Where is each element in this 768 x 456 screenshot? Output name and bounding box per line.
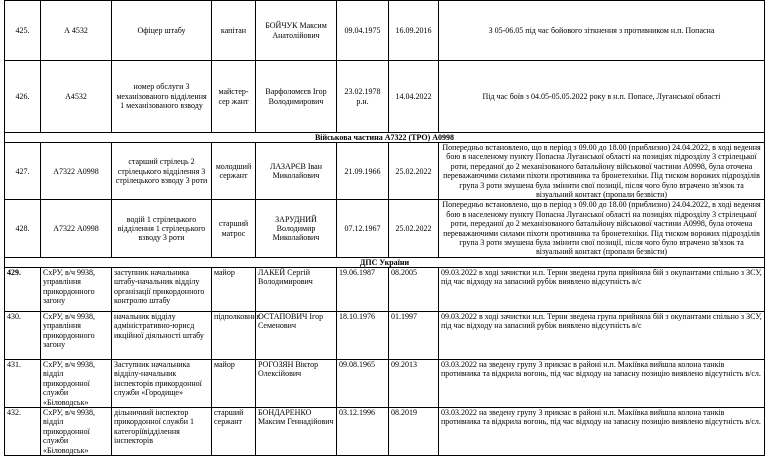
name-cell: Варфоломєєв Ігор Володимирович xyxy=(256,61,337,133)
note-cell: 09.03.2022 в ході зачистки н.п. Терни зведена група прийняла бій з окупантами спільно з ЗСУ, під час відходу на запасний рубіж виявлено відсутність в/с xyxy=(439,311,765,359)
row-number: 426. xyxy=(5,61,41,133)
birth-date-cell: 23.02.1978 р.н. xyxy=(337,61,389,133)
note-cell: Попередньо встановлено, що в період з 09.00 до 18.00 (приблизно) 24.04.2022, в ході ведення бою в населеному пункту Попасна Луганської області на позиціях підрозділу 3 стрілецької роти, переданої до 2 механізованого батальйону військової частини А0998, була оточена переважаючими силами піхоти противника та бронетехніки. Під тиском ворожих підрозділів група 3 роти змушена була змінити свої позиції, після чого було втрачено зв'язок та візуальний контакт (пропали безвісти) xyxy=(439,143,765,200)
row-number: 430. xyxy=(5,311,41,359)
table-row xyxy=(5,267,765,311)
rank-cell: підполковник xyxy=(212,311,256,359)
rank-cell: старший матрос xyxy=(212,200,256,257)
name-cell: БОНДАРЕНКО Максим Геннадійович xyxy=(256,407,337,455)
unit-cell: СхРУ, в/ч 9938, управління прикордонного загону xyxy=(41,311,112,359)
birth-date-cell: 18.10.1976 xyxy=(337,311,389,359)
name-cell: ЗАРУДНИЙ Володимир Миколайович xyxy=(256,200,337,257)
name-cell: ЛАЗАРЄВ Іван Миколайович xyxy=(256,143,337,200)
birth-date-cell: 09.08.1965 xyxy=(337,359,389,407)
unit-cell: СхРУ, в/ч 9938, відділ прикордонної служби «Біловодськ» xyxy=(41,359,112,407)
table-row xyxy=(5,1,765,61)
section-title: Військова частина А7322 (ТРО) А0998 xyxy=(5,133,765,143)
rank-cell: майор xyxy=(212,267,256,311)
position-cell: начальник відділу адміністративно-юрисд икційної діяльності штабу xyxy=(112,311,212,359)
rank-cell: капітан xyxy=(212,1,256,61)
service-date-cell: 14.04.2022 xyxy=(389,61,439,133)
position-cell: водій 1 стрілецького відділення 1 стрілецького взводу 3 роти xyxy=(112,200,212,257)
position-cell: Офіцер штабу xyxy=(112,1,212,61)
unit-cell: А 4532 xyxy=(41,1,112,61)
position-cell: дільничний інспектор прикордонної служби 1 категоріївідділення інспекторів xyxy=(112,407,212,455)
position-cell: заступник начальника штабу-начальник відділу організації прикордонного контролю штабу xyxy=(112,267,212,311)
table-row xyxy=(5,200,765,257)
row-number: 429. xyxy=(5,267,41,311)
name-cell: РОГОЗЯН Віктор Олексійович xyxy=(256,359,337,407)
unit-cell: А7322 А0998 xyxy=(41,200,112,257)
casualty-table xyxy=(4,0,765,456)
rank-cell: старший сержант xyxy=(212,407,256,455)
note-cell: Попередньо встановлено, що в період з 09.00 до 18.00 (приблизно) 24.04.2022, в ході ведення бою в населеному пункту Попасна Луганської області на позиціях підрозділу 3 стрілецької роти, переданої до 2 механізованого батальйону військової частини А0998, була оточена переважаючими силами піхоти противника та бронетехніки. Під тиском ворожих підрозділів група 3 роти змушена була змінити свої позиції, після чого було втрачено зв'язок та візуальний контакт (пропали безвісти) xyxy=(439,200,765,257)
position-cell: старший стрілець 2 стрілецького відділення 3 стрілецького взводу 3 роти xyxy=(112,143,212,200)
service-date-cell: 08.2019 xyxy=(389,407,439,455)
name-cell: БОЙЧУК Максим Анатолійович xyxy=(256,1,337,61)
note-cell: 03.03.2022 на зведену групу 3 прикзас в районі н.п. Макіївка вийшла колона танків противника та відкрила вогонь, під час відходу на запасну позицію виявлено відсутність в/сл. xyxy=(439,359,765,407)
section-header-row xyxy=(5,257,765,267)
name-cell: ОСТАПОВИЧ Ігор Семенович xyxy=(256,311,337,359)
unit-cell: СхРУ, в/ч 9938, управління прикордонного загону xyxy=(41,267,112,311)
row-number: 427. xyxy=(5,143,41,200)
row-number: 432. xyxy=(5,407,41,455)
unit-cell: А4532 xyxy=(41,61,112,133)
rank-cell: молодший сержант xyxy=(212,143,256,200)
table-row xyxy=(5,407,765,455)
row-number: 431. xyxy=(5,359,41,407)
birth-date-cell: 21.09.1966 xyxy=(337,143,389,200)
note-cell: Під час боїв з 04.05-05.05.2022 року в н.п. Попасе, Луганської області xyxy=(439,61,765,133)
service-date-cell: 09.2013 xyxy=(389,359,439,407)
row-number: 428. xyxy=(5,200,41,257)
note-cell: 03.03.2022 на зведену групу 3 прикзас в районі н.п. Макіївка вийшла колона танків противника та відкрила вогонь, під час відходу на запасну позицію виявлено відсутність в/сл. xyxy=(439,407,765,455)
position-cell: Заступник начальника відділу-начальник інспекторів прикордонної служби «Городище» xyxy=(112,359,212,407)
row-number: 425. xyxy=(5,1,41,61)
table-row xyxy=(5,143,765,200)
table-row xyxy=(5,311,765,359)
note-cell: З 05-06.05 під час бойового зіткнення з противником н.п. Попасна xyxy=(439,1,765,61)
section-header-row xyxy=(5,133,765,143)
service-date-cell: 16.09.2016 xyxy=(389,1,439,61)
service-date-cell: 01.1997 xyxy=(389,311,439,359)
table-row xyxy=(5,61,765,133)
rank-cell: майстер-сер жант xyxy=(212,61,256,133)
note-cell: 09.03.2022 в ході зачистки н.п. Терни зведена група прийняла бій з окупантами спільно з ЗСУ, під час відходу на запасний рубіж виявлено відсутність в/с xyxy=(439,267,765,311)
table-row xyxy=(5,359,765,407)
birth-date-cell: 09.04.1975 xyxy=(337,1,389,61)
unit-cell: А7322 А0998 xyxy=(41,143,112,200)
service-date-cell: 08.2005 xyxy=(389,267,439,311)
birth-date-cell: 03.12.1996 xyxy=(337,407,389,455)
service-date-cell: 25.02.2022 xyxy=(389,200,439,257)
position-cell: номер обслуги 3 механізованого відділення 1 механізованого взводу xyxy=(112,61,212,133)
rank-cell: майор xyxy=(212,359,256,407)
service-date-cell: 25.02.2022 xyxy=(389,143,439,200)
unit-cell: СхРУ, в/ч 9938, відділ прикордонної служби «Біловодськ» xyxy=(41,407,112,455)
section-title: ДПС України xyxy=(5,257,765,267)
name-cell: ЛАКЕЙ Сергій Володимирович xyxy=(256,267,337,311)
birth-date-cell: 07.12.1967 xyxy=(337,200,389,257)
birth-date-cell: 19.06.1987 xyxy=(337,267,389,311)
